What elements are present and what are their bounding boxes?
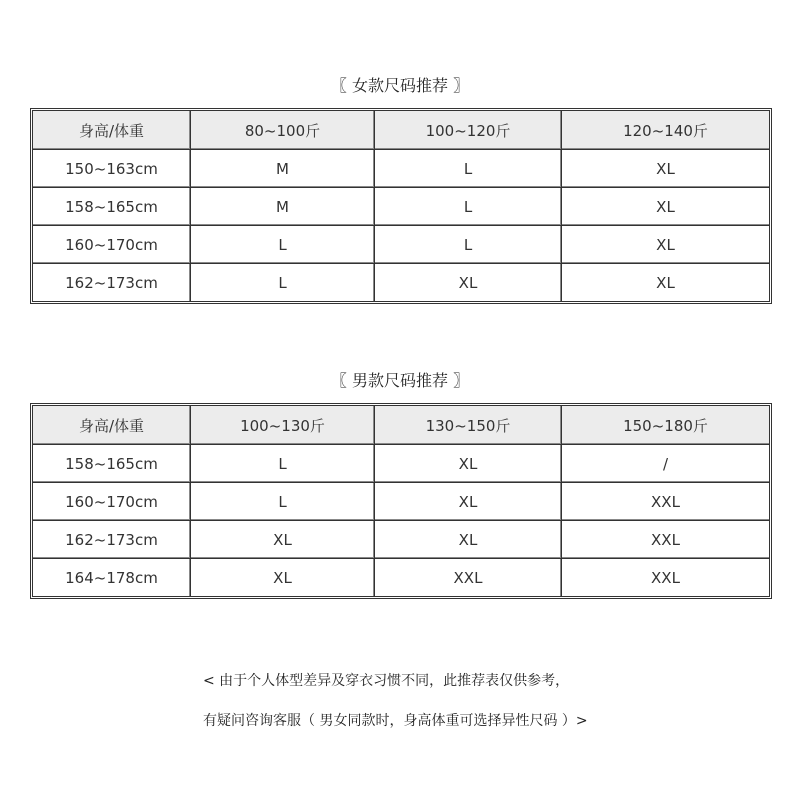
table-row bbox=[33, 521, 769, 559]
disclaimer-line-2: 有疑问咨询客服（ 男女同款时，身高体重可选择异性尺码 ）> bbox=[203, 713, 588, 729]
table-cell: L bbox=[191, 483, 375, 521]
table-cell: L bbox=[191, 226, 375, 264]
header-cell: 100~120斤 bbox=[375, 111, 562, 150]
header-cell: 80~100斤 bbox=[191, 111, 375, 150]
table-cell: XXL bbox=[562, 521, 769, 559]
table-cell: XXL bbox=[375, 559, 562, 596]
table-row bbox=[33, 188, 769, 226]
table-cell: XL bbox=[191, 521, 375, 559]
table-cell: 162~173cm bbox=[33, 521, 191, 559]
header-cell: 身高/体重 bbox=[33, 406, 191, 445]
table-row bbox=[33, 226, 769, 264]
header-cell: 150~180斤 bbox=[562, 406, 769, 445]
table-header-row bbox=[33, 111, 769, 150]
table-row bbox=[33, 264, 769, 301]
table-cell: 158~165cm bbox=[33, 445, 191, 483]
header-cell: 身高/体重 bbox=[33, 111, 191, 150]
table-cell: M bbox=[191, 150, 375, 188]
table-cell: XXL bbox=[651, 568, 680, 587]
table-cell: XL bbox=[375, 521, 562, 559]
header-cell: 130~150斤 bbox=[375, 406, 562, 445]
table-cell: M bbox=[191, 188, 375, 226]
header-cell: 120~140斤 bbox=[562, 111, 769, 150]
table-row bbox=[33, 559, 769, 596]
table-cell: 164~178cm bbox=[33, 559, 191, 596]
men-size-table bbox=[32, 405, 770, 597]
table-cell: L bbox=[191, 445, 375, 483]
table-cell: 162~173cm bbox=[33, 264, 191, 301]
table-row bbox=[33, 483, 769, 521]
table-cell: L bbox=[375, 226, 562, 264]
table-cell: 158~165cm bbox=[33, 188, 191, 226]
table-cell: XL bbox=[562, 150, 769, 188]
table-cell: 160~170cm bbox=[33, 226, 191, 264]
men-size-title: 〖 男款尺码推荐 〗 bbox=[330, 371, 470, 390]
table-cell: XXL bbox=[562, 483, 769, 521]
table-cell: XL bbox=[562, 226, 769, 264]
table-cell: XL bbox=[191, 559, 375, 596]
table-row bbox=[33, 445, 769, 483]
table-cell: L bbox=[191, 264, 375, 301]
table-cell: XL bbox=[656, 273, 675, 292]
table-cell: XL bbox=[375, 445, 562, 483]
table-cell: XL bbox=[375, 264, 562, 301]
disclaimer-line-1: < 由于个人体型差异及穿衣习惯不同，此推荐表仅供参考， bbox=[203, 673, 570, 689]
table-cell: L bbox=[375, 188, 562, 226]
table-row bbox=[33, 150, 769, 188]
table-cell: XL bbox=[562, 188, 769, 226]
table-cell: L bbox=[375, 150, 562, 188]
women-size-title: 〖 女款尺码推荐 〗 bbox=[330, 76, 470, 95]
table-cell: 160~170cm bbox=[33, 483, 191, 521]
table-cell: / bbox=[562, 445, 769, 483]
table-cell: 150~163cm bbox=[33, 150, 191, 188]
table-cell: XL bbox=[375, 483, 562, 521]
women-size-table bbox=[32, 110, 770, 302]
table-header-row bbox=[33, 406, 769, 445]
header-cell: 100~130斤 bbox=[191, 406, 375, 445]
